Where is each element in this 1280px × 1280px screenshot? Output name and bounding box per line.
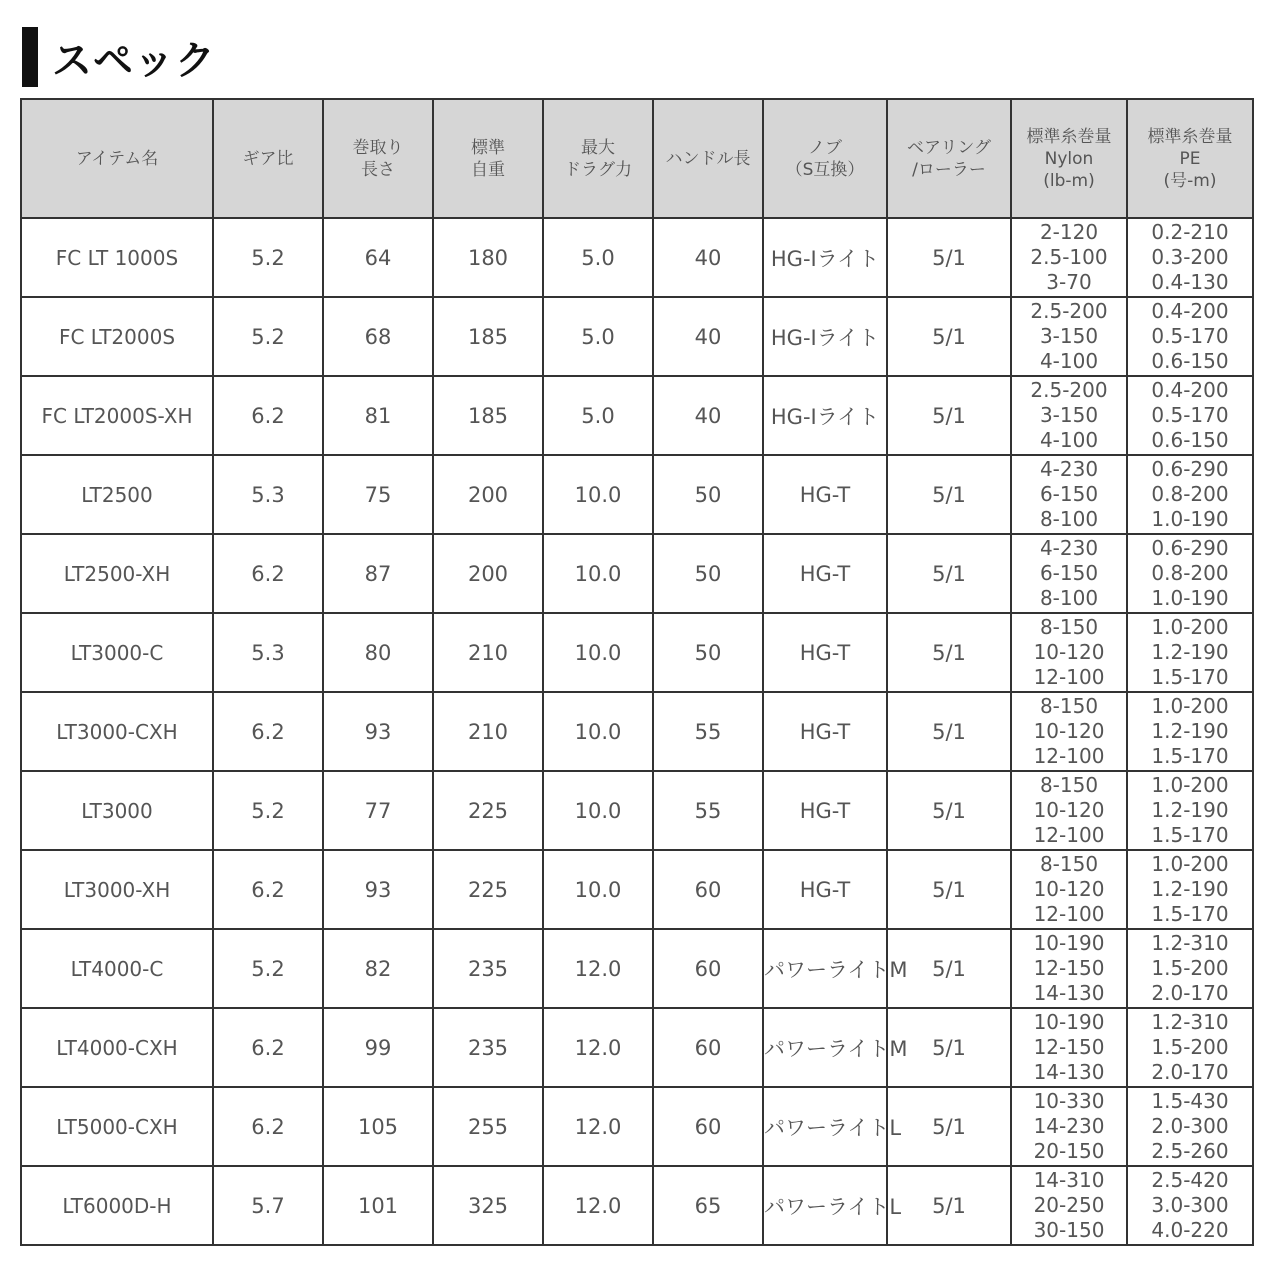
- column-header-retrieve-length: [323, 99, 433, 218]
- cell-nylon: [1011, 850, 1127, 929]
- cell-gear: 5.2: [213, 929, 323, 1008]
- cell-drag: 12.0: [543, 1166, 653, 1245]
- header-text: ハンドル長: [665, 148, 751, 169]
- cell-drag: 12.0: [543, 1087, 653, 1166]
- cell-line: 0.6-290: [1151, 457, 1229, 481]
- header-text: ノブ: [808, 137, 842, 158]
- cell-handle: 50: [653, 455, 763, 534]
- table-row: [21, 1008, 1253, 1087]
- table-row: [21, 534, 1253, 613]
- cell-gear: 6.2: [213, 850, 323, 929]
- cell-retrieve: 87: [323, 534, 433, 613]
- cell-retrieve: 93: [323, 850, 433, 929]
- cell-line: 1.2-190: [1151, 719, 1229, 743]
- cell-handle: 40: [653, 297, 763, 376]
- cell-item: LT6000D-H: [21, 1166, 213, 1245]
- cell-bearing: 5/1: [887, 1008, 1011, 1087]
- cell-retrieve: 81: [323, 376, 433, 455]
- table-row: [21, 771, 1253, 850]
- cell-drag: 12.0: [543, 929, 653, 1008]
- cell-item: FC LT2000S-XH: [21, 376, 213, 455]
- cell-knob: HG-Iライト: [763, 218, 887, 297]
- cell-line: 3-70: [1046, 270, 1092, 294]
- header-text: 標準: [471, 137, 505, 158]
- cell-line: 1.0-200: [1151, 615, 1229, 639]
- cell-weight: 235: [433, 929, 543, 1008]
- header-text: 標準糸巻量: [1026, 126, 1112, 147]
- cell-knob: HG-T: [763, 771, 887, 850]
- header-text: アイテム名: [75, 148, 159, 169]
- cell-bearing: 5/1: [887, 455, 1011, 534]
- cell-line: 14-130: [1033, 981, 1105, 1005]
- cell-pe: [1127, 1166, 1253, 1245]
- table-row: [21, 1166, 1253, 1245]
- cell-bearing: 5/1: [887, 1166, 1011, 1245]
- cell-line: 10-190: [1033, 931, 1105, 955]
- cell-item: LT5000-CXH: [21, 1087, 213, 1166]
- cell-item: LT3000: [21, 771, 213, 850]
- cell-line: 14-310: [1033, 1168, 1105, 1192]
- cell-handle: 60: [653, 850, 763, 929]
- header-text: /ローラー: [912, 159, 986, 180]
- cell-line: 1.2-310: [1151, 1010, 1229, 1034]
- cell-nylon: [1011, 534, 1127, 613]
- cell-knob: パワーライトM: [763, 1008, 887, 1087]
- cell-gear: 6.2: [213, 1087, 323, 1166]
- cell-handle: 60: [653, 1087, 763, 1166]
- cell-line: 0.8-200: [1151, 482, 1229, 506]
- cell-line: 1.0-190: [1151, 507, 1229, 531]
- header-text: PE: [1179, 148, 1201, 169]
- cell-handle: 55: [653, 771, 763, 850]
- table-row: [21, 692, 1253, 771]
- cell-line: 1.5-200: [1151, 1035, 1229, 1059]
- cell-retrieve: 99: [323, 1008, 433, 1087]
- cell-item: LT2500: [21, 455, 213, 534]
- cell-weight: 255: [433, 1087, 543, 1166]
- cell-drag: 5.0: [543, 218, 653, 297]
- cell-line: 1.0-200: [1151, 773, 1229, 797]
- cell-line: 0.4-200: [1151, 378, 1229, 402]
- cell-line: 3-150: [1039, 324, 1099, 348]
- cell-weight: 185: [433, 297, 543, 376]
- cell-line: 6-150: [1039, 482, 1099, 506]
- cell-line: 20-150: [1033, 1139, 1105, 1163]
- cell-bearing: 5/1: [887, 613, 1011, 692]
- cell-bearing: 5/1: [887, 692, 1011, 771]
- cell-gear: 6.2: [213, 692, 323, 771]
- cell-retrieve: 93: [323, 692, 433, 771]
- cell-line: 2.5-420: [1151, 1168, 1229, 1192]
- header-text: ギア比: [242, 148, 294, 169]
- cell-line: 8-150: [1039, 694, 1099, 718]
- cell-knob: HG-T: [763, 455, 887, 534]
- cell-line: 8-150: [1039, 615, 1099, 639]
- cell-gear: 5.2: [213, 771, 323, 850]
- cell-gear: 5.7: [213, 1166, 323, 1245]
- cell-line: 10-120: [1033, 640, 1105, 664]
- cell-handle: 55: [653, 692, 763, 771]
- cell-line: 1.5-170: [1151, 665, 1229, 689]
- cell-line: 8-100: [1039, 507, 1099, 531]
- cell-line: 6-150: [1039, 561, 1099, 585]
- header-text: 最大: [581, 137, 615, 158]
- table-row: [21, 376, 1253, 455]
- cell-line: 1.5-430: [1151, 1089, 1229, 1113]
- cell-line: 4-230: [1039, 536, 1099, 560]
- cell-line: 2.5-100: [1030, 245, 1108, 269]
- table-row: [21, 929, 1253, 1008]
- column-header-line-capacity-nylon: [1011, 99, 1127, 218]
- cell-line: 4.0-220: [1151, 1218, 1229, 1242]
- cell-nylon: [1011, 1008, 1127, 1087]
- cell-weight: 185: [433, 376, 543, 455]
- cell-line: 1.2-310: [1151, 931, 1229, 955]
- cell-knob: HG-Iライト: [763, 376, 887, 455]
- cell-nylon: [1011, 297, 1127, 376]
- page-heading: [22, 24, 216, 90]
- cell-pe: [1127, 297, 1253, 376]
- cell-line: 2.5-260: [1151, 1139, 1229, 1163]
- cell-retrieve: 68: [323, 297, 433, 376]
- cell-line: 12-100: [1033, 744, 1105, 768]
- cell-pe: [1127, 1008, 1253, 1087]
- cell-line: 12-150: [1033, 1035, 1105, 1059]
- cell-retrieve: 105: [323, 1087, 433, 1166]
- cell-line: 10-190: [1033, 1010, 1105, 1034]
- cell-line: 1.2-190: [1151, 640, 1229, 664]
- cell-retrieve: 75: [323, 455, 433, 534]
- cell-retrieve: 80: [323, 613, 433, 692]
- cell-pe: [1127, 455, 1253, 534]
- cell-line: 10-120: [1033, 719, 1105, 743]
- cell-pe: [1127, 771, 1253, 850]
- cell-line: 14-230: [1033, 1114, 1105, 1138]
- cell-gear: 5.3: [213, 613, 323, 692]
- cell-gear: 5.3: [213, 455, 323, 534]
- cell-line: 12-100: [1033, 665, 1105, 689]
- cell-line: 0.5-170: [1151, 403, 1229, 427]
- cell-line: 2.0-170: [1151, 981, 1229, 1005]
- cell-nylon: [1011, 1166, 1127, 1245]
- cell-handle: 50: [653, 613, 763, 692]
- cell-line: 1.5-170: [1151, 744, 1229, 768]
- cell-weight: 325: [433, 1166, 543, 1245]
- cell-item: FC LT 1000S: [21, 218, 213, 297]
- cell-retrieve: 64: [323, 218, 433, 297]
- cell-line: 10-120: [1033, 798, 1105, 822]
- cell-line: 1.0-190: [1151, 586, 1229, 610]
- cell-handle: 60: [653, 1008, 763, 1087]
- cell-line: 3-150: [1039, 403, 1099, 427]
- header-text: 巻取り: [352, 137, 404, 158]
- cell-pe: [1127, 850, 1253, 929]
- cell-knob: パワーライトL: [763, 1166, 887, 1245]
- cell-gear: 6.2: [213, 1008, 323, 1087]
- heading-accent-bar: [22, 27, 38, 87]
- cell-item: LT2500-XH: [21, 534, 213, 613]
- cell-retrieve: 82: [323, 929, 433, 1008]
- header-text: (号-m): [1163, 170, 1217, 191]
- cell-line: 1.0-200: [1151, 852, 1229, 876]
- table-row: [21, 613, 1253, 692]
- column-header-knob: [763, 99, 887, 218]
- cell-bearing: 5/1: [887, 929, 1011, 1008]
- cell-line: 1.5-170: [1151, 902, 1229, 926]
- cell-line: 1.5-170: [1151, 823, 1229, 847]
- table-row: [21, 297, 1253, 376]
- cell-knob: HG-Iライト: [763, 297, 887, 376]
- spec-table: [20, 98, 1254, 1246]
- cell-line: 10-330: [1033, 1089, 1105, 1113]
- cell-drag: 10.0: [543, 692, 653, 771]
- cell-gear: 5.2: [213, 218, 323, 297]
- cell-line: 2.0-300: [1151, 1114, 1229, 1138]
- table-row: [21, 218, 1253, 297]
- cell-line: 0.4-200: [1151, 299, 1229, 323]
- cell-weight: 180: [433, 218, 543, 297]
- cell-bearing: 5/1: [887, 534, 1011, 613]
- header-text: 長さ: [361, 159, 395, 180]
- cell-item: LT4000-C: [21, 929, 213, 1008]
- cell-pe: [1127, 613, 1253, 692]
- cell-drag: 10.0: [543, 534, 653, 613]
- column-header-bearing-roller: [887, 99, 1011, 218]
- cell-line: 0.6-150: [1151, 349, 1229, 373]
- cell-line: 2.5-200: [1030, 299, 1108, 323]
- table-header-row: [21, 99, 1253, 218]
- cell-weight: 225: [433, 850, 543, 929]
- cell-line: 4-100: [1039, 428, 1099, 452]
- header-text: 標準糸巻量: [1147, 126, 1233, 147]
- cell-gear: 6.2: [213, 376, 323, 455]
- cell-line: 10-120: [1033, 877, 1105, 901]
- header-text: ベアリング: [907, 137, 991, 158]
- cell-item: LT3000-CXH: [21, 692, 213, 771]
- cell-line: 14-130: [1033, 1060, 1105, 1084]
- header-text: ドラグ力: [564, 159, 632, 180]
- cell-knob: HG-T: [763, 850, 887, 929]
- column-header-line-capacity-pe: [1127, 99, 1253, 218]
- cell-drag: 5.0: [543, 376, 653, 455]
- cell-pe: [1127, 218, 1253, 297]
- cell-line: 1.0-200: [1151, 694, 1229, 718]
- cell-weight: 200: [433, 455, 543, 534]
- cell-line: 0.4-130: [1151, 270, 1229, 294]
- cell-line: 4-100: [1039, 349, 1099, 373]
- cell-item: LT3000-XH: [21, 850, 213, 929]
- cell-retrieve: 77: [323, 771, 433, 850]
- page-title: スペック: [52, 37, 216, 84]
- cell-knob: パワーライトL: [763, 1087, 887, 1166]
- table-row: [21, 1087, 1253, 1166]
- header-text: (lb-m): [1043, 170, 1095, 191]
- cell-nylon: [1011, 613, 1127, 692]
- cell-item: LT4000-CXH: [21, 1008, 213, 1087]
- cell-line: 12-100: [1033, 823, 1105, 847]
- cell-line: 1.2-190: [1151, 798, 1229, 822]
- cell-line: 0.5-170: [1151, 324, 1229, 348]
- cell-drag: 10.0: [543, 455, 653, 534]
- header-text: 自重: [471, 159, 505, 180]
- cell-item: LT3000-C: [21, 613, 213, 692]
- cell-weight: 225: [433, 771, 543, 850]
- cell-bearing: 5/1: [887, 218, 1011, 297]
- cell-pe: [1127, 1087, 1253, 1166]
- cell-line: 0.3-200: [1151, 245, 1229, 269]
- cell-weight: 235: [433, 1008, 543, 1087]
- cell-knob: パワーライトM: [763, 929, 887, 1008]
- cell-handle: 50: [653, 534, 763, 613]
- cell-handle: 60: [653, 929, 763, 1008]
- cell-line: 4-230: [1039, 457, 1099, 481]
- cell-drag: 10.0: [543, 850, 653, 929]
- cell-line: 2-120: [1039, 220, 1099, 244]
- cell-bearing: 5/1: [887, 376, 1011, 455]
- cell-line: 8-150: [1039, 773, 1099, 797]
- cell-line: 0.6-150: [1151, 428, 1229, 452]
- cell-nylon: [1011, 376, 1127, 455]
- cell-line: 8-150: [1039, 852, 1099, 876]
- cell-weight: 210: [433, 613, 543, 692]
- cell-bearing: 5/1: [887, 771, 1011, 850]
- cell-handle: 40: [653, 218, 763, 297]
- cell-knob: HG-T: [763, 534, 887, 613]
- cell-gear: 5.2: [213, 297, 323, 376]
- cell-line: 0.8-200: [1151, 561, 1229, 585]
- cell-nylon: [1011, 218, 1127, 297]
- cell-retrieve: 101: [323, 1166, 433, 1245]
- cell-handle: 65: [653, 1166, 763, 1245]
- cell-line: 20-250: [1033, 1193, 1105, 1217]
- cell-pe: [1127, 376, 1253, 455]
- header-text: Nylon: [1044, 148, 1094, 169]
- column-header-gear-ratio: [213, 99, 323, 218]
- cell-line: 12-150: [1033, 956, 1105, 980]
- cell-line: 1.5-200: [1151, 956, 1229, 980]
- column-header-item-name: [21, 99, 213, 218]
- cell-bearing: 5/1: [887, 1087, 1011, 1166]
- cell-weight: 200: [433, 534, 543, 613]
- cell-line: 0.2-210: [1151, 220, 1229, 244]
- cell-drag: 10.0: [543, 771, 653, 850]
- cell-pe: [1127, 534, 1253, 613]
- cell-line: 12-100: [1033, 902, 1105, 926]
- cell-line: 3.0-300: [1151, 1193, 1229, 1217]
- cell-line: 2.0-170: [1151, 1060, 1229, 1084]
- cell-drag: 12.0: [543, 1008, 653, 1087]
- cell-line: 8-100: [1039, 586, 1099, 610]
- table-row: [21, 455, 1253, 534]
- cell-pe: [1127, 929, 1253, 1008]
- cell-nylon: [1011, 692, 1127, 771]
- cell-nylon: [1011, 771, 1127, 850]
- cell-bearing: 5/1: [887, 850, 1011, 929]
- cell-item: FC LT2000S: [21, 297, 213, 376]
- cell-drag: 10.0: [543, 613, 653, 692]
- header-text: （S互換）: [785, 159, 865, 180]
- column-header-max-drag: [543, 99, 653, 218]
- column-header-standard-weight: [433, 99, 543, 218]
- cell-line: 1.2-190: [1151, 877, 1229, 901]
- cell-drag: 5.0: [543, 297, 653, 376]
- column-header-handle-length: [653, 99, 763, 218]
- cell-line: 0.6-290: [1151, 536, 1229, 560]
- cell-knob: HG-T: [763, 692, 887, 771]
- table-row: [21, 850, 1253, 929]
- cell-nylon: [1011, 455, 1127, 534]
- cell-gear: 6.2: [213, 534, 323, 613]
- cell-knob: HG-T: [763, 613, 887, 692]
- cell-line: 2.5-200: [1030, 378, 1108, 402]
- cell-bearing: 5/1: [887, 297, 1011, 376]
- cell-nylon: [1011, 929, 1127, 1008]
- cell-nylon: [1011, 1087, 1127, 1166]
- cell-handle: 40: [653, 376, 763, 455]
- cell-line: 30-150: [1033, 1218, 1105, 1242]
- cell-pe: [1127, 692, 1253, 771]
- cell-weight: 210: [433, 692, 543, 771]
